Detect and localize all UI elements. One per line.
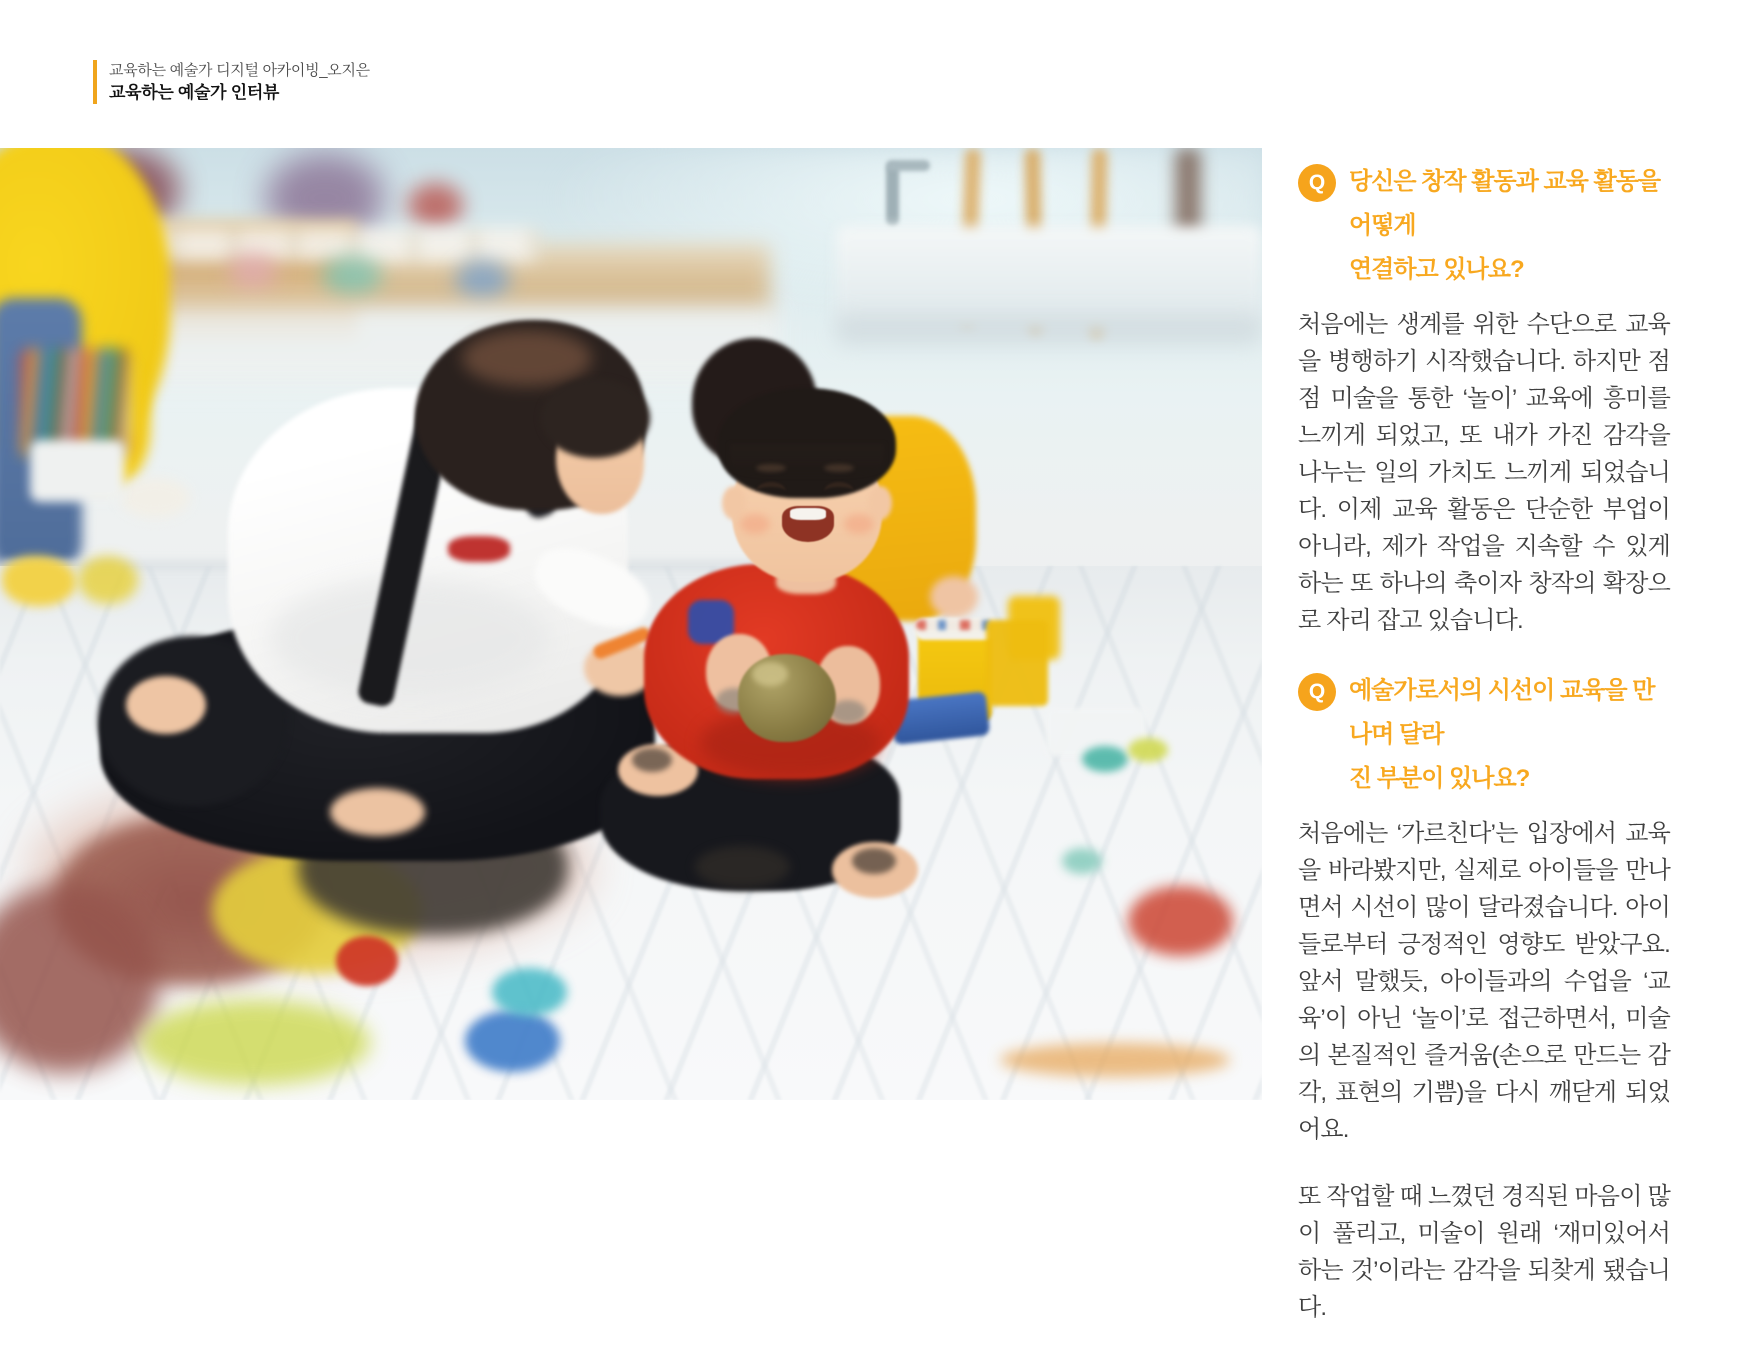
- photo-paint-splash: [1062, 848, 1102, 874]
- question-2: [1298, 669, 1670, 801]
- photo-child-shoe: [2, 556, 76, 606]
- photo-paint-splash: [1000, 1043, 1230, 1077]
- answer-1-paragraph: 처음에는 생계를 위한 수단으로 교육을 병행하기 시작했습니다. 하지만 점점 미술을 통한 ‘놀이’ 교육에 흥미를 느끼게 되었고, 또 내가 가진 감각을 나누는 일의 가치도 느끼게 되었습니다. 이제 교육 활동은 단순한 부업이 아니라, 제가 작업을 지속할 수 있게 하는 또 하나의 축이자 창작의 확장으로 자리 잡고 있습니다.: [1298, 311, 1670, 634]
- photo-brush-pot: [30, 440, 125, 502]
- photo-boy-ear: [868, 486, 892, 520]
- question-1-line-2: 연결하고 있나요?: [1349, 256, 1524, 283]
- answer-2-paragraph-2: 또 작업할 때 느꼈던 경직된 마음이 많이 풀리고, 미술이 원래 ‘재미있어서 하는 것’이라는 감각을 되찾게 됐습니다.: [1298, 1183, 1670, 1321]
- photo-clay-ball: [738, 654, 836, 742]
- answer-2-paragraph-1: 처음에는 ‘가르친다’는 입장에서 교육을 바라봤지만, 실제로 아이들을 만나면서 시선이 많이 달라졌습니다. 아이들로부터 긍정적인 영향도 받았구요. 앞서 말했듯, 아이들과의 수업을 ‘교육’이 아닌 ‘놀이’로 접근하면서, 미술의 본질적인 즐거움(손으로 만드는 감각, 표현의 기쁨)을 다시 깨닫게 되었어요.: [1298, 820, 1670, 1143]
- photo-art-supply: [228, 252, 278, 290]
- question-1-text: [1349, 160, 1670, 292]
- photo-paint-smudge: [695, 846, 790, 888]
- photo-sink-counter: [836, 316, 1262, 346]
- photo-boy-cheek: [740, 514, 770, 534]
- photo-teacher-hair: [462, 330, 592, 386]
- photo-boy-eyebrow: [756, 464, 786, 472]
- photo-boy-eyebrow: [824, 464, 854, 472]
- photo-teacher-collar: [448, 536, 510, 562]
- photo-paint-splash: [1128, 738, 1168, 762]
- masthead-kicker: 교육하는 예술가 디지털 아카이빙_오지은: [109, 62, 370, 79]
- photo-clay-ball: [752, 662, 788, 686]
- q-circle-icon: Q: [1298, 673, 1336, 711]
- photo-boy-eye: [756, 482, 786, 501]
- masthead: [93, 60, 370, 104]
- photo-boy-ear: [722, 486, 746, 520]
- question-2-line-1: 예술가로서의 시선이 교육을 만나며 달라: [1349, 677, 1655, 748]
- photo-teacher-hand: [126, 676, 206, 734]
- photo-boy-eye: [824, 482, 854, 501]
- photo-sink-counter: [836, 226, 1262, 330]
- photo-boy-cheek: [844, 514, 874, 534]
- photo-paint-splash: [492, 968, 567, 1016]
- photo-paint-smudge: [632, 748, 672, 772]
- photo-paint-splash: [140, 1000, 370, 1085]
- masthead-title: 교육하는 예술가 인터뷰: [109, 83, 280, 102]
- photo-boy-hair: [730, 444, 884, 478]
- photo-paint-bucket: [986, 620, 1048, 706]
- photo-faucet: [886, 160, 930, 171]
- photo-paint-splash: [1082, 746, 1128, 772]
- photo-teacher-hair: [540, 378, 650, 458]
- photo-paint-splash: [336, 936, 398, 986]
- photo-child-sleeve: [120, 478, 190, 518]
- photo-teacher-foot: [330, 788, 425, 836]
- question-2-line-2: 진 부분이 있나요?: [1349, 765, 1530, 792]
- photo-faucet: [886, 164, 899, 226]
- photo-paint-bucket: [916, 620, 994, 630]
- question-2-text: [1349, 669, 1670, 801]
- masthead-accent-bar: [93, 60, 97, 104]
- photo-boy-laughing-mouth: [790, 508, 826, 520]
- photo-art-supply: [322, 256, 382, 296]
- photo-paint-splash: [1128, 886, 1233, 956]
- photo-art-supply: [455, 260, 510, 300]
- article-photo: [0, 148, 1262, 1100]
- photo-paint-splash: [78, 556, 138, 604]
- photo-shelf-items: [120, 228, 540, 262]
- photo-paint-smudge: [852, 848, 896, 874]
- photo-boy-hair: [718, 388, 896, 498]
- q-circle-icon: Q: [1298, 164, 1336, 202]
- question-1-line-1: 당신은 창작 활동과 교육 활동을 어떻게: [1349, 168, 1661, 239]
- photo-background-blob: [408, 183, 463, 228]
- photo-paint-splash: [465, 1010, 560, 1072]
- interview-column: [1298, 160, 1670, 1356]
- photo-girl-hand: [930, 576, 978, 618]
- question-1: [1298, 160, 1670, 292]
